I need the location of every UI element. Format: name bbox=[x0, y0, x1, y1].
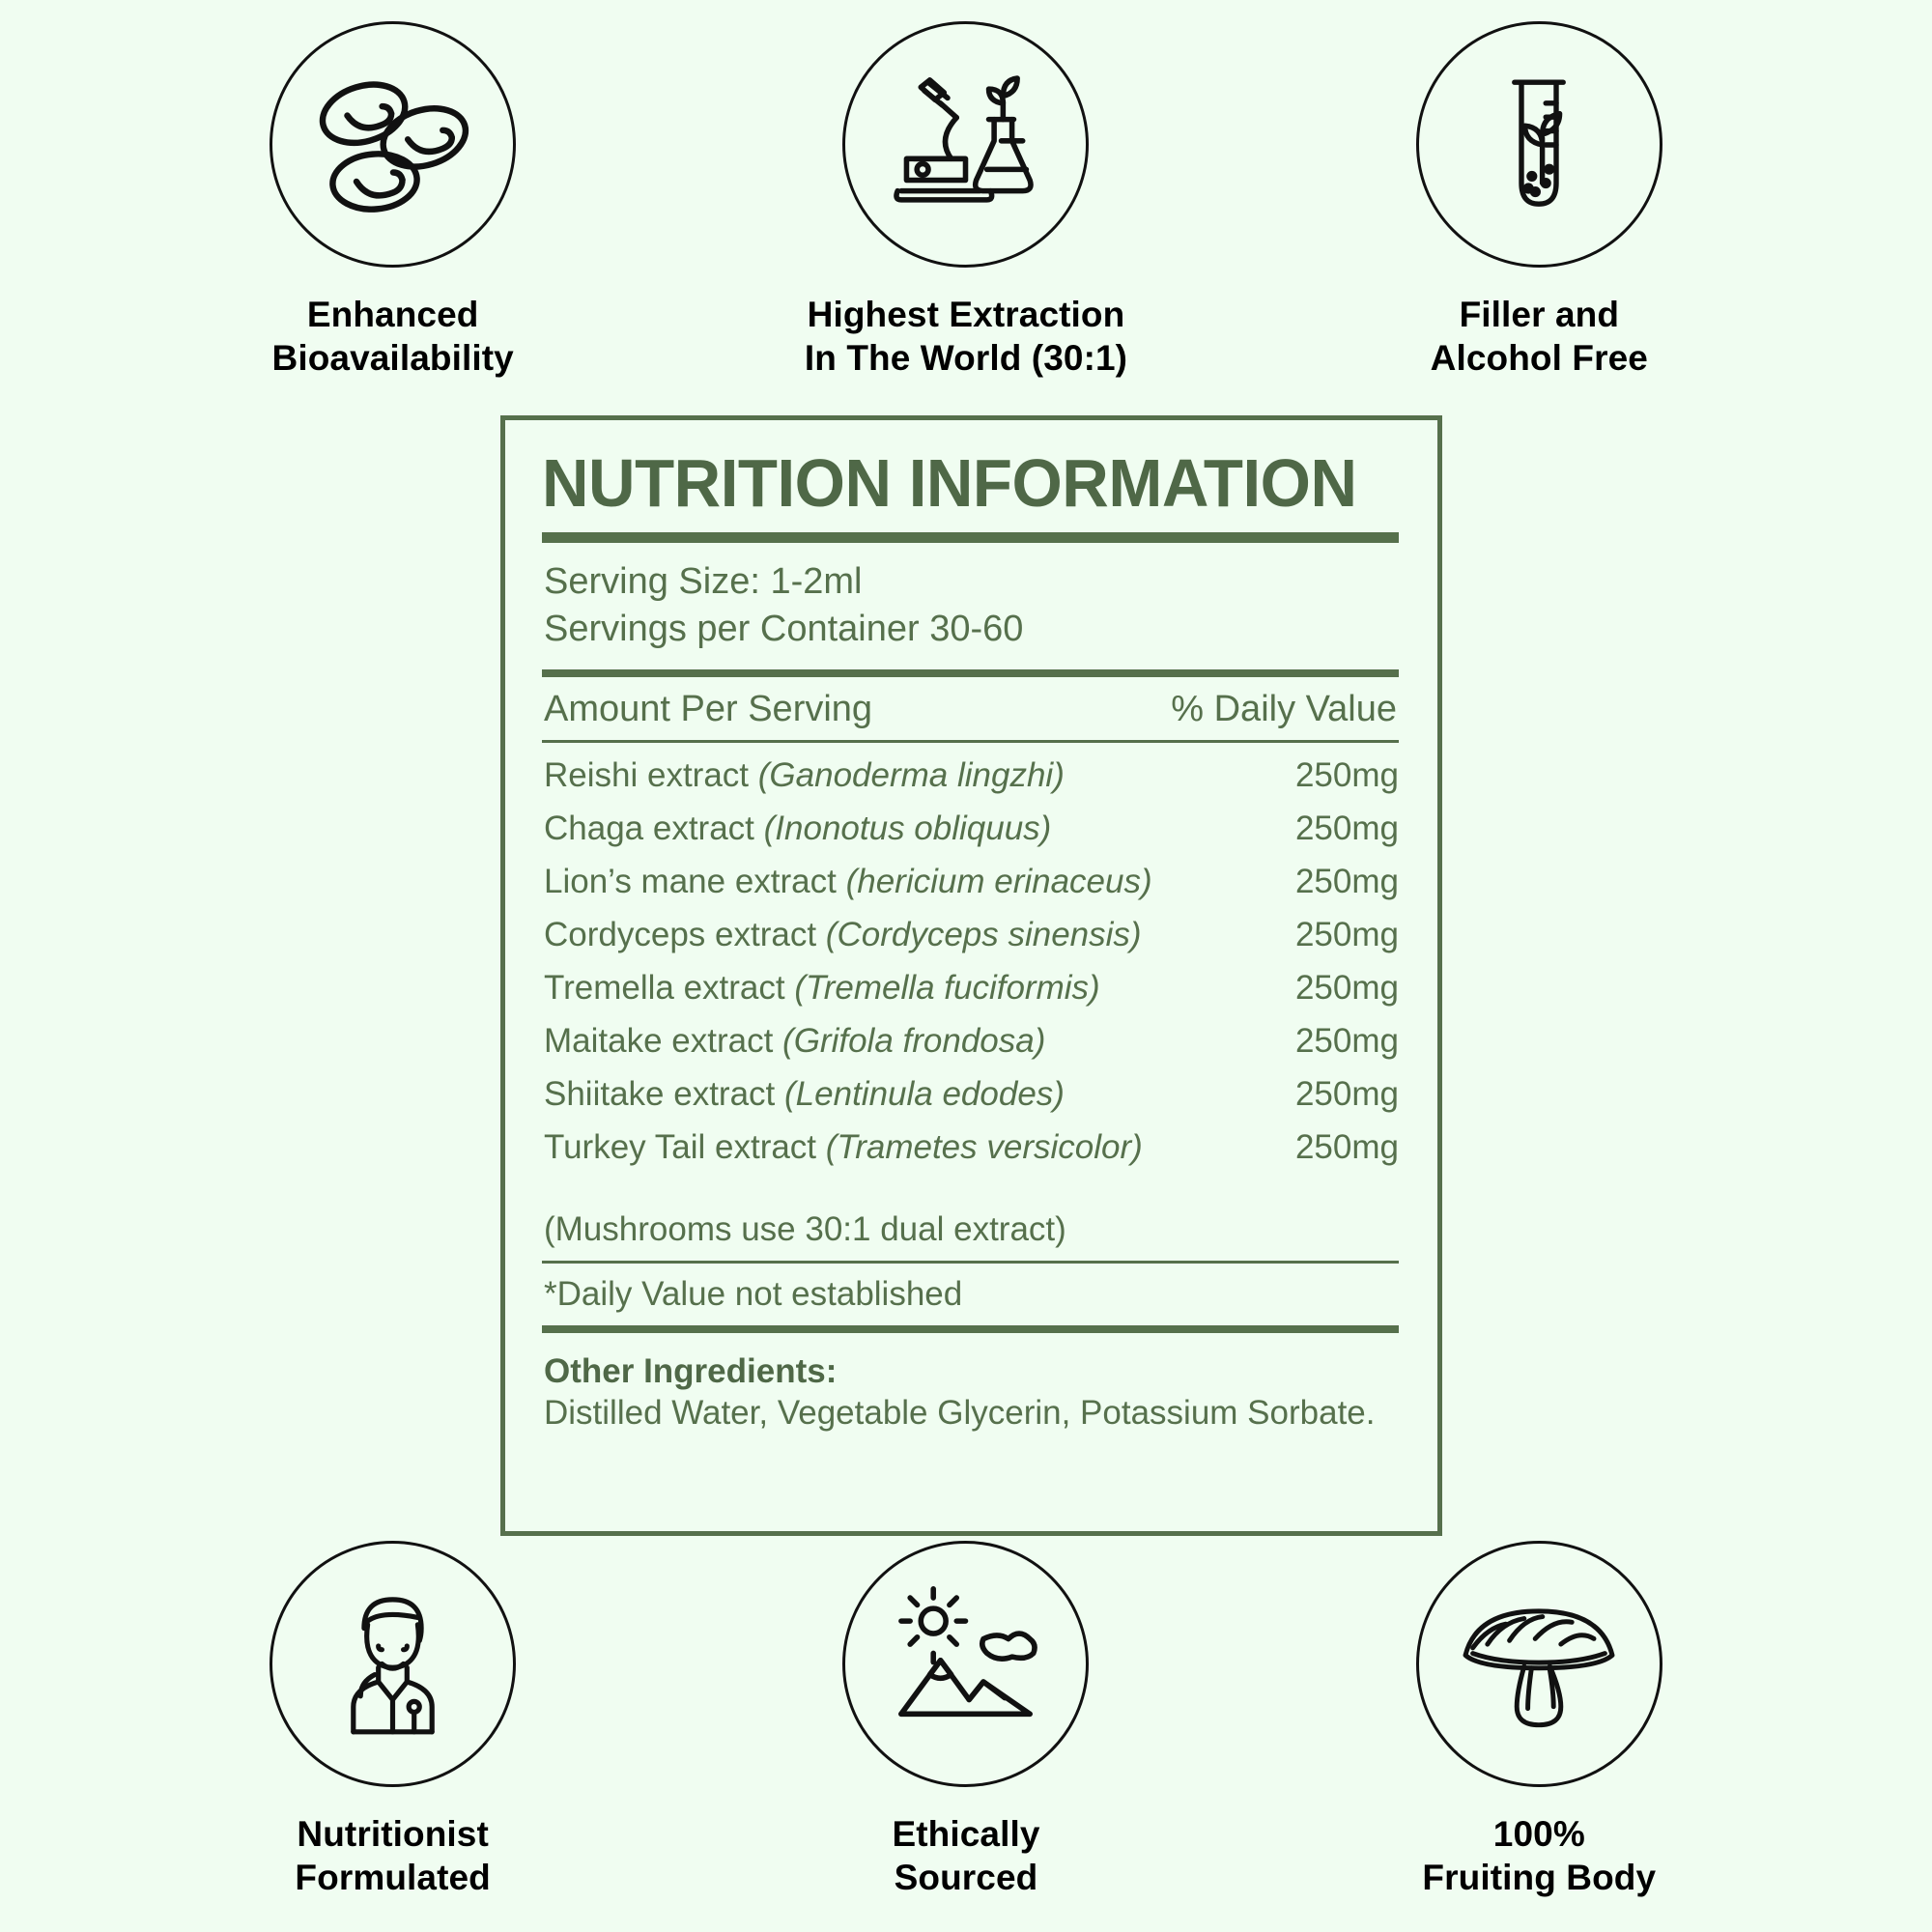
ingredient-amount: 250mg bbox=[1294, 969, 1399, 1007]
mushroom-icon bbox=[1416, 1541, 1662, 1787]
badge-label bbox=[295, 1812, 490, 1899]
table-row bbox=[544, 863, 1399, 902]
other-ingredients-heading: Other Ingredients: bbox=[544, 1351, 838, 1390]
ingredient-latin-name: (Trametes versicolor) bbox=[825, 1127, 1143, 1166]
ingredient-name bbox=[544, 756, 1065, 796]
ingredient-name bbox=[544, 810, 1051, 849]
ingredient-common-name: Lion’s mane extract bbox=[544, 863, 837, 901]
ingredient-list bbox=[542, 756, 1399, 1168]
extract-note: (Mushrooms use 30:1 dual extract) bbox=[544, 1209, 1066, 1248]
badge-label-line1: Filler and bbox=[1459, 295, 1620, 334]
ingredient-amount: 250mg bbox=[1294, 1074, 1399, 1113]
badge-fruiting-body bbox=[1331, 1541, 1747, 1899]
blood-cells-icon bbox=[270, 21, 516, 268]
note-divider bbox=[542, 1261, 1399, 1264]
amount-per-serving-header bbox=[544, 689, 1397, 730]
bottom-badge-row bbox=[0, 1541, 1932, 1899]
badge-label-line2: In The World (30:1) bbox=[804, 338, 1128, 379]
serving-info bbox=[544, 558, 1399, 652]
test-tube-plant-icon bbox=[1416, 21, 1662, 268]
ingredient-amount: 250mg bbox=[1294, 756, 1399, 795]
table-row bbox=[544, 756, 1399, 796]
ingredient-name bbox=[544, 1075, 1065, 1115]
ingredient-latin-name: (hericium erinaceus) bbox=[845, 863, 1152, 901]
badge-label-line2: Bioavailability bbox=[271, 338, 514, 379]
ingredient-name bbox=[544, 863, 1152, 902]
table-row bbox=[544, 916, 1399, 955]
badge-label-line2: Alcohol Free bbox=[1430, 338, 1648, 379]
table-row bbox=[544, 810, 1399, 849]
table-row bbox=[544, 1075, 1399, 1115]
badge-label-line1: Highest Extraction bbox=[807, 295, 1125, 334]
mountain-sun-icon bbox=[842, 1541, 1089, 1787]
badge-label bbox=[805, 293, 1127, 380]
other-ingredients-divider bbox=[542, 1325, 1399, 1333]
ingredient-amount: 250mg bbox=[1294, 863, 1399, 901]
other-ingredients-body: Distilled Water, Vegetable Glycerin, Potassium Sorbate. bbox=[544, 1393, 1376, 1432]
title-divider bbox=[542, 532, 1399, 543]
badge-label-line1: Enhanced bbox=[306, 295, 479, 334]
daily-value-label: % Daily Value bbox=[1171, 689, 1397, 730]
amount-per-serving-label: Amount Per Serving bbox=[544, 689, 873, 730]
table-row bbox=[544, 969, 1399, 1009]
ingredient-latin-name: (Tremella fuciformis) bbox=[794, 969, 1100, 1007]
badge-nutritionist-formulated bbox=[185, 1541, 601, 1899]
ingredient-common-name: Reishi extract bbox=[544, 756, 750, 795]
header-divider bbox=[542, 740, 1399, 743]
ingredient-common-name: Maitake extract bbox=[544, 1021, 774, 1060]
ingredient-common-name: Cordyceps extract bbox=[544, 916, 817, 954]
ingredient-latin-name: (Cordyceps sinensis) bbox=[825, 916, 1142, 954]
nutrition-information-panel bbox=[500, 415, 1442, 1536]
badge-enhanced-bioavailability bbox=[185, 21, 601, 380]
badge-highest-extraction bbox=[758, 21, 1174, 380]
badge-label bbox=[892, 1812, 1039, 1899]
ingredient-amount: 250mg bbox=[1294, 810, 1399, 848]
table-row bbox=[544, 1022, 1399, 1062]
ingredient-amount: 250mg bbox=[1294, 1127, 1399, 1166]
badge-label bbox=[272, 293, 514, 380]
badge-label-line1: Ethically bbox=[892, 1814, 1040, 1854]
badge-label-line2: Sourced bbox=[894, 1858, 1038, 1898]
ingredient-name bbox=[544, 969, 1100, 1009]
ingredient-common-name: Turkey Tail extract bbox=[544, 1127, 817, 1166]
page-title: NUTRITION INFORMATION bbox=[542, 445, 1357, 521]
serving-size: Serving Size: 1-2ml bbox=[544, 561, 863, 602]
ingredient-common-name: Chaga extract bbox=[544, 810, 754, 848]
daily-value-note: *Daily Value not established bbox=[544, 1274, 963, 1313]
badge-label bbox=[1431, 293, 1648, 380]
ingredient-amount: 250mg bbox=[1294, 916, 1399, 954]
ingredient-name bbox=[544, 916, 1142, 955]
badge-ethically-sourced bbox=[758, 1541, 1174, 1899]
badge-label-line1: Nutritionist bbox=[297, 1814, 489, 1854]
ingredient-name bbox=[544, 1022, 1045, 1062]
table-row bbox=[544, 1128, 1399, 1168]
ingredient-common-name: Tremella extract bbox=[544, 969, 785, 1007]
badge-label-line2: Formulated bbox=[295, 1858, 491, 1898]
ingredient-latin-name: (Ganoderma lingzhi) bbox=[757, 756, 1065, 795]
badge-label-line1: 100% bbox=[1492, 1814, 1585, 1854]
nutritionist-icon bbox=[270, 1541, 516, 1787]
ingredient-latin-name: (Lentinula edodes) bbox=[784, 1074, 1065, 1113]
microscope-lab-icon bbox=[842, 21, 1089, 268]
top-badge-row bbox=[0, 21, 1932, 380]
ingredient-amount: 250mg bbox=[1294, 1021, 1399, 1060]
badge-filler-alcohol-free bbox=[1331, 21, 1747, 380]
ingredient-latin-name: (Inonotus obliquus) bbox=[763, 810, 1052, 848]
badge-label bbox=[1422, 1812, 1656, 1899]
serving-divider bbox=[542, 669, 1399, 677]
badge-label-line2: Fruiting Body bbox=[1422, 1858, 1657, 1898]
ingredient-latin-name: (Grifola frondosa) bbox=[782, 1021, 1046, 1060]
ingredient-common-name: Shiitake extract bbox=[544, 1074, 776, 1113]
ingredient-name bbox=[544, 1128, 1143, 1168]
servings-per-container: Servings per Container 30-60 bbox=[544, 608, 1024, 649]
